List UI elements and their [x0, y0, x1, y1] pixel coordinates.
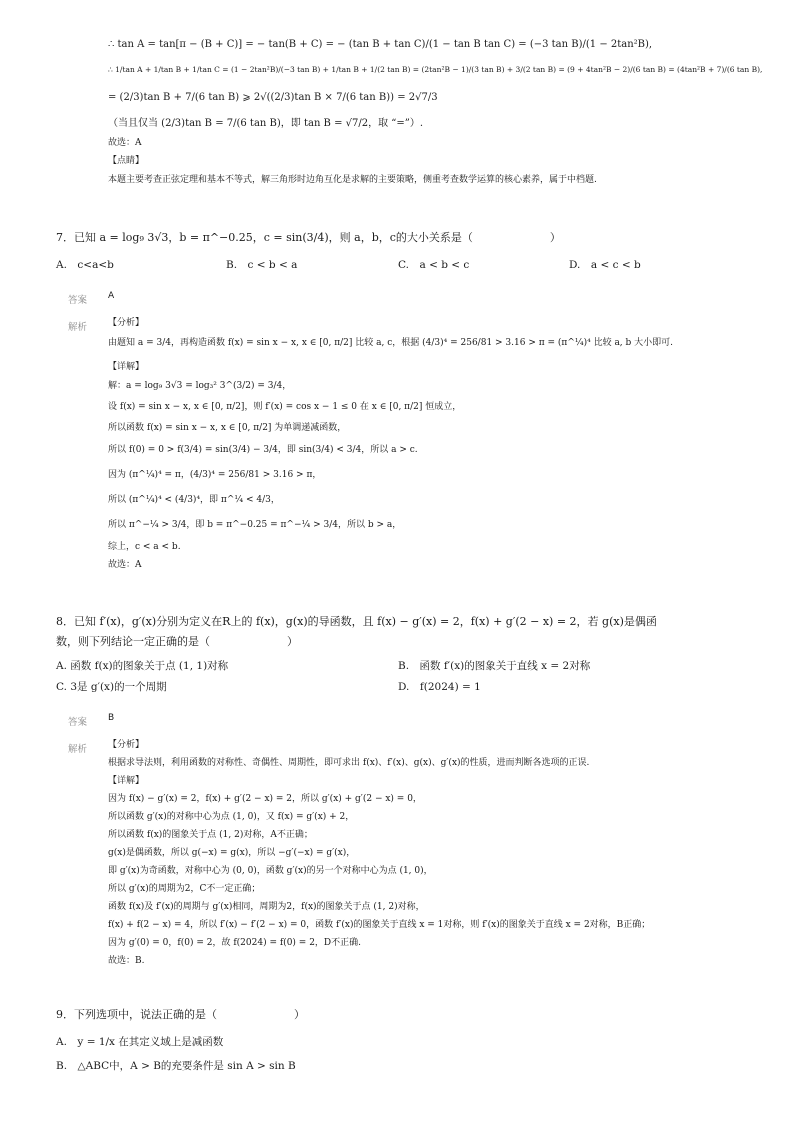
q8-analysis-line: 函数 f(x)及 f′(x)的周期与 g′(x)相同，周期为2，f(x)的图象关于点 (1, 2)对称，	[108, 902, 425, 912]
q8-analysis-line: 因为 g′(0) = 0，f(0) = 2，故 f(2024) = f(0) = 2，D不正确.	[108, 938, 361, 948]
q7-analysis-line: 【详解】	[108, 362, 145, 372]
q9-option-b: B. △ABC中，A > B的充要条件是 sin A > sin B	[56, 1060, 296, 1072]
top-line-6: 【点睛】	[108, 156, 145, 166]
q7-answer-label: 答案	[68, 295, 88, 306]
q8-option-c: C. 3是 g′(x)的一个周期	[56, 681, 167, 693]
q8-analysis-line: 【详解】	[108, 776, 145, 786]
top-line-4: （当且仅当 (2/3)tan B = 7/(6 tan B)，即 tan B = √7/2，取 “=”）.	[108, 118, 424, 129]
q7-analysis-line: 所以 (π^¼)⁴ < (4/3)⁴，即 π^¼ < 4/3，	[108, 495, 280, 505]
q8-analysis-line: 根据求导法则，利用函数的对称性、奇偶性、周期性，即可求出 f(x)、f′(x)、g(x)、g′(x)的性质，进而判断各选项的正误.	[108, 758, 590, 768]
q8-answer: B	[108, 713, 115, 723]
q7-analysis-line: 故选：A	[108, 560, 142, 570]
top-line-3: = (2/3)tan B + 7/(6 tan B) ⩾ 2√((2/3)tan B × 7/(6 tan B)) = 2√7/3	[108, 92, 438, 103]
q8-analysis-line: 所以 g′(x)的周期为2，C不一定正确；	[108, 884, 261, 894]
q7-option-b: B. c < b < a	[226, 259, 298, 271]
q7-analysis-line: 综上，c < a < b.	[108, 542, 181, 552]
q8-option-d: D. f(2024) = 1	[398, 681, 481, 693]
q7-analysis-line: 设 f(x) = sin x − x, x ∈ [0, π/2]，则 f′(x) = cos x − 1 ≤ 0 在 x ∈ [0, π/2] 恒成立，	[108, 402, 462, 412]
q7-option-d: D. a < c < b	[569, 259, 641, 271]
q8-analysis-line: 故选：B.	[108, 956, 145, 966]
q7-analysis-label: 解析	[68, 322, 88, 333]
q8-stem-line-2: 数，则下列结论一定正确的是（ ）	[56, 635, 298, 648]
top-line-2: ∴ 1/tan A + 1/tan B + 1/tan C = (1 − 2tan²B)/(−3 tan B) + 1/tan B + 1/(2 tan B) = (2tan²B − 1)/(3 tan B) + 3/(2 tan B) = (9 + 4tan²B − 2)/(6 tan B) = (4tan²B + 7)/(6 tan B),	[108, 65, 763, 74]
q8-analysis-line: g(x)是偶函数，所以 g(−x) = g(x)，所以 −g′(−x) = g′(x)，	[108, 848, 356, 858]
q9-option-a: A. y = 1/x 在其定义域上是减函数	[56, 1036, 224, 1048]
q7-option-c: C. a < b < c	[398, 259, 470, 271]
q7-analysis-line: 由题知 a = 3/4，再构造函数 f(x) = sin x − x, x ∈ [0, π/2] 比较 a, c，根据 (4/3)⁴ = 256/81 > 3.16 > π = (π^¼)⁴ 比较 a, b 大小即可.	[108, 338, 674, 348]
q9-stem: 9．下列选项中，说法正确的是（ ）	[56, 1008, 305, 1021]
q7-analysis-line: 所以函数 f(x) = sin x − x, x ∈ [0, π/2] 为单调递减函数，	[108, 423, 347, 433]
top-line-5: 故选：A	[108, 138, 142, 148]
q8-answer-label: 答案	[68, 717, 88, 728]
q7-analysis-line: 【分析】	[108, 318, 145, 328]
q8-analysis-line: f(x) + f(2 − x) = 4，所以 f′(x) − f′(2 − x) = 0，函数 f′(x)的图象关于直线 x = 1对称，则 f′(x)的图象关于直线 x = 2对称，B正确；	[108, 920, 651, 930]
q7-analysis-line: 解：a = log₉ 3√3 = log₃² 3^(3/2) = 3/4，	[108, 381, 292, 391]
q8-stem-line-1: 8．已知 f′(x)，g′(x)分别为定义在R上的 f(x)，g(x)的导函数，且 f(x) − g′(x) = 2，f(x) + g′(2 − x) = 2，若 g(x)是偶函	[56, 615, 657, 628]
q8-analysis-line: 【分析】	[108, 740, 145, 750]
top-line-7: 本题主要考查正弦定理和基本不等式，解三角形时边角互化是求解的主要策略，侧重考查数学运算的核心素养，属于中档题.	[108, 175, 597, 185]
q8-analysis-line: 因为 f(x) − g′(x) = 2，f(x) + g′(2 − x) = 2，所以 g′(x) + g′(2 − x) = 0，	[108, 794, 422, 804]
q7-analysis-line: 因为 (π^¼)⁴ = π，(4/3)⁴ = 256/81 > 3.16 > π，	[108, 470, 322, 480]
q7-stem: 7．已知 a = log₉ 3√3，b = π^−0.25，c = sin(3/4)，则 a，b，c的大小关系是（ ）	[56, 231, 561, 244]
q7-answer: A	[108, 291, 115, 301]
q8-analysis-label: 解析	[68, 744, 88, 755]
q7-analysis-line: 所以 f(0) = 0 > f(3/4) = sin(3/4) − 3/4，即 sin(3/4) < 3/4，所以 a > c.	[108, 445, 418, 455]
top-line-1: ∴ tan A = tan[π − (B + C)] = − tan(B + C) = − (tan B + tan C)/(1 − tan B tan C) = (−3 tan B)/(1 − 2tan²B),	[108, 39, 653, 50]
q8-option-a: A. 函数 f(x)的图象关于点 (1, 1)对称	[56, 660, 229, 672]
q8-option-b: B. 函数 f′(x)的图象关于直线 x = 2对称	[398, 660, 591, 672]
q8-analysis-line: 所以函数 f(x)的图象关于点 (1, 2)对称，A不正确；	[108, 830, 313, 840]
q7-analysis-line: 所以 π^−¼ > 3/4，即 b = π^−0.25 = π^−¼ > 3/4，所以 b > a，	[108, 520, 402, 530]
q7-option-a: A. c<a<b	[56, 259, 114, 271]
q8-analysis-line: 所以函数 g′(x)的对称中心为点 (1, 0)，又 f(x) = g′(x) + 2，	[108, 812, 355, 822]
q8-analysis-line: 即 g′(x)为奇函数，对称中心为 (0, 0)，函数 g′(x)的另一个对称中心为点 (1, 0)，	[108, 866, 433, 876]
